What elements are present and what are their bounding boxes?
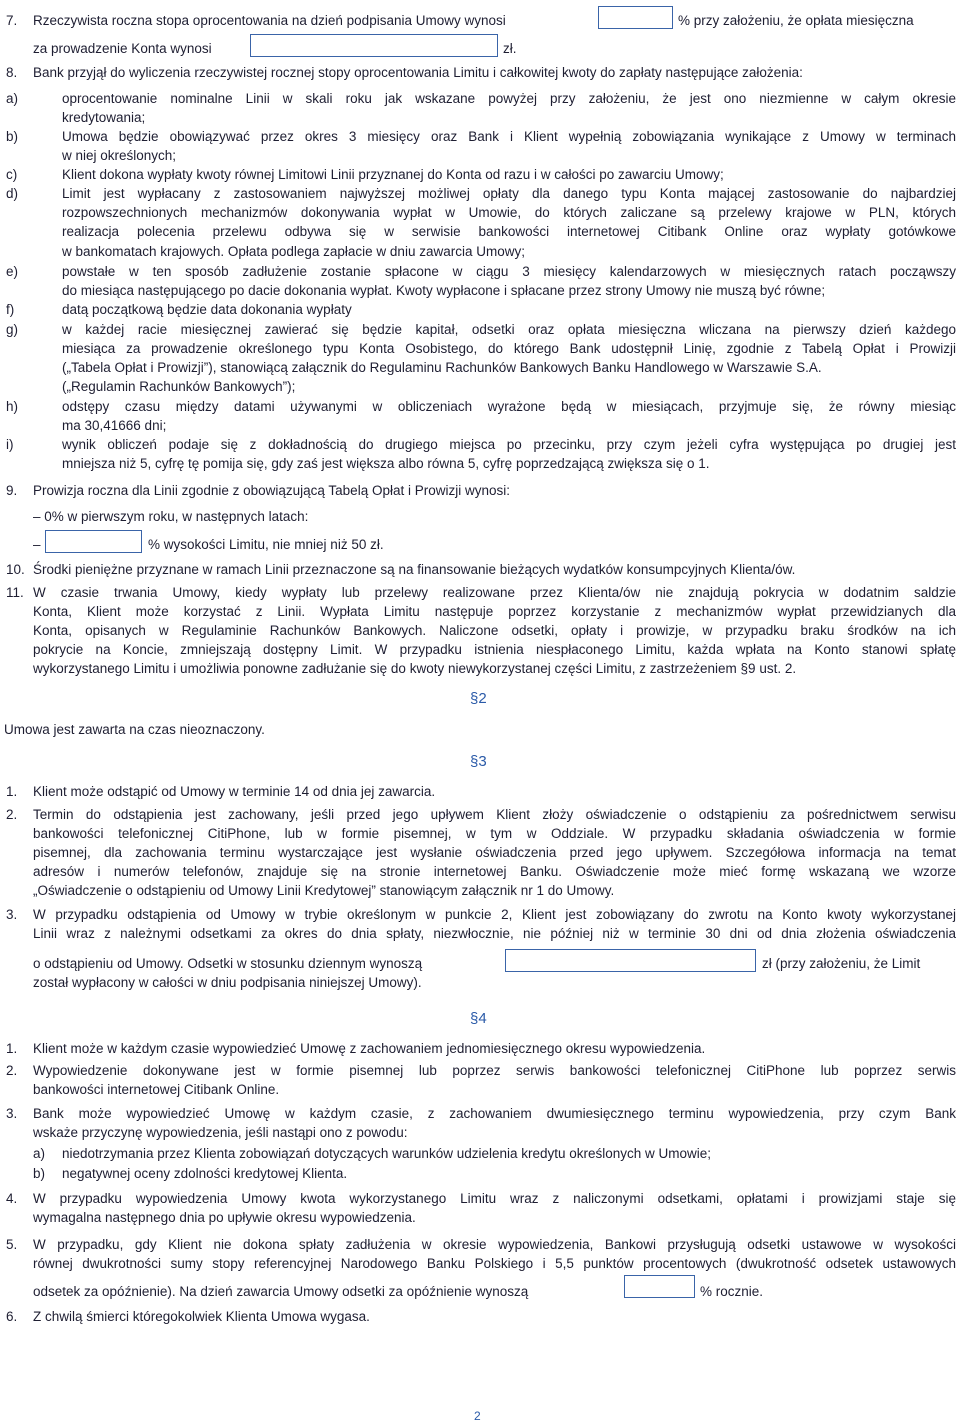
list-item-text: mniejsza niż 5, cyfrę tę pomija się, gdy zaś jest większa albo równa 5, cyfrę poprzedzającą zwiększa się o 1. (62, 456, 710, 471)
paragraph-text: o odstąpieniu od Umowy. Odsetki w stosunku dziennym wynoszą (33, 956, 423, 971)
list-item-text: wynik obliczeń podaje się z dokładnością do drugiego miejsca po przecinku, przy czym jeżeli cyfra występująca po drugiej jest (62, 437, 956, 452)
paragraph-text: pisemnej, dla zachowania terminu wystarczające jest wysłanie oświadczenia przed jego upływem. Szczegółowa informacja na temat (33, 845, 956, 860)
list-item-text: ma 30,41666 dni; (62, 418, 167, 433)
paragraph-text: Konta, Klient może korzystać z Linii. Wypłata Limitu następuje poprzez korzystanie z mechanizmów wypłat przewidzianych dla (33, 604, 956, 619)
list-label: b) (6, 129, 19, 144)
paragraph-text: wykorzystanego Limitu i umożliwia ponowne zadłużanie się do kwoty niewykorzystanej części Limitu, z zastrzeżeniem §9 ust. 2. (33, 661, 797, 676)
paragraph-text: Wypowiedzenie dokonywane jest w formie pisemnej lub poprzez serwis bankowości telefonicznej CitiPhone lub poprzez serwis (33, 1063, 956, 1078)
paragraph-text: W przypadku, gdy Klient nie dokona spłaty zadłużenia w okresie wypowiedzenia, Bankowi przysługują odsetki ustawowe w wysokości (33, 1237, 956, 1252)
paragraph-text: za prowadzenie Konta wynosi (33, 41, 212, 56)
paragraph-text: Bank przyjął do wyliczenia rzeczywistej rocznej stopy oprocentowania Limitu i całkowitej kwoty do zapłaty następujące założenia: (33, 65, 803, 80)
list-label: b) (33, 1166, 46, 1181)
list-item-text: odstępy czasu między datami używanymi w obliczeniach wyrażone będą w miesiącach, przyjmuje się, że równy miesiąc (62, 399, 956, 414)
list-item-text: („Regulamin Rachunków Bankowych”); (62, 379, 296, 394)
paragraph-text: Konta, opisanych w Regulaminie Rachunków Bankowych. Naliczone odsetki, opłaty i prowizje, w przypadku braku środków na ich (33, 623, 956, 638)
point-number: 9. (6, 483, 18, 498)
list-item-text: w niej określonych; (62, 148, 177, 163)
point-number: 4. (6, 1191, 18, 1206)
paragraph-text: pokrycie na Koncie, zmniejszają dostępny Limit. W przypadku istnienia niespłaconego Limitu, każda wpłata na Konto stanowi spłatę (33, 642, 956, 657)
daily-interest-field[interactable] (505, 949, 756, 972)
paragraph-text: „Oświadczenie o odstąpieniu od Umowy Linii Kredytowej” stanowiącym załącznik nr 1 do Umowy. (33, 883, 615, 898)
paragraph-text: W przypadku odstąpienia od Umowy w trybie określonym w punkcie 2, Klient jest zobowiązany do zwrotu na Konto kwoty wykorzystanej (33, 907, 956, 922)
point-number: 2. (6, 807, 18, 822)
list-label: g) (6, 322, 19, 337)
section-heading: §4 (470, 1010, 487, 1027)
point-number: 1. (6, 1041, 18, 1056)
list-item-text: Klient dokona wypłaty kwoty równej Limitowi Linii przyznanej do Konta od razu i w całości po zawarciu Umowy; (62, 167, 724, 182)
point-number: 1. (6, 784, 18, 799)
point-number: 11. (6, 585, 24, 600)
point-number: 2. (6, 1063, 18, 1078)
list-item-text: negatywnej oceny zdolności kredytowej Klienta. (62, 1166, 348, 1181)
apr-field[interactable] (598, 6, 673, 29)
list-item-text: datą początkową będzie data dokonania wypłaty (62, 302, 352, 317)
list-label: f) (6, 302, 15, 317)
list-label: e) (6, 264, 19, 279)
section-heading: §3 (470, 753, 487, 770)
late-interest-field[interactable] (624, 1275, 695, 1298)
list-item-text: kredytowania; (62, 110, 146, 125)
point-number: 6. (6, 1309, 18, 1324)
paragraph-text: Rzeczywista roczna stopa oprocentowania na dzień podpisania Umowy wynosi (33, 13, 506, 28)
paragraph-text: odsetek za opóźnienie). Na dzień zawarcia Umowy odsetki za opóźnienie wynoszą (33, 1284, 529, 1299)
paragraph-text: – (33, 537, 41, 552)
paragraph-text: % wysokości Limitu, nie mniej niż 50 zł. (148, 537, 384, 552)
list-label: c) (6, 167, 18, 182)
paragraph-text: W czasie trwania Umowy, kiedy wypłaty lub przelewy realizowane przez Klienta/ów nie znajdują pokrycia w dodatnim saldzie (33, 585, 956, 600)
paragraph-text: wskaże przyczynę wypowiedzenia, jeśli nastąpi ono z powodu: (33, 1125, 408, 1140)
paragraph-text: % rocznie. (700, 1284, 764, 1299)
section-heading: §2 (470, 690, 487, 707)
paragraph-text: Z chwilą śmierci któregokolwiek Klienta Umowa wygasa. (33, 1309, 370, 1324)
list-item-text: rozpowszechnionych mechanizmów dokonywania wypłat w Umowie, do których zaliczane są przelewy krajowe w PLN, których (62, 205, 956, 220)
paragraph-text: zł. (503, 41, 517, 56)
paragraph-text: zł (przy założeniu, że Limit (762, 956, 921, 971)
paragraph-text: Linii wraz z należnymi odsetkami za okres do dnia spłaty, niezwłocznie, nie później niż w terminie 30 dni od dnia złożenia oświadczenia (33, 926, 956, 941)
paragraph-text: został wypłacony w całości w dniu podpisania niniejszej Umowy). (33, 975, 422, 990)
paragraph-text: Klient może odstąpić od Umowy w terminie 14 od dnia jej zawarcia. (33, 784, 436, 799)
point-number: 5. (6, 1237, 18, 1252)
list-item-text: w każdej racie miesięcznej zawierać się będzie kapitał, odsetki oraz opłata miesięczna wliczana na pierwszy dzień każdego (62, 322, 956, 337)
list-label: h) (6, 399, 19, 414)
paragraph-text: wymagalna następnego dnia po upływie okresu wypowiedzenia. (33, 1210, 416, 1225)
list-item-text: oprocentowanie nominalne Linii w skali roku jak wskazane powyżej przy założeniu, że jest ono niezmienne w całym okresie (62, 91, 956, 106)
paragraph-text: – 0% w pierwszym roku, w następnych latach: (33, 509, 309, 524)
point-number: 7. (6, 13, 18, 28)
paragraph-text: W przypadku wypowiedzenia Umowy kwota wykorzystanego Limitu wraz z naliczonymi odsetkami, opłatami i prowizjami staje się (33, 1191, 956, 1206)
list-item-text: do miesiąca następującego po dacie dokonania wypłat. Kwoty wypłacone i spłacane przez strony Umowy nie muszą być równe; (62, 283, 826, 298)
paragraph-text: Prowizja roczna dla Linii zgodnie z obowiązującą Tabelą Opłat i Prowizji wynosi: (33, 483, 510, 498)
paragraph-text: Środki pieniężne przyznane w ramach Linii przeznaczone są na finansowanie bieżących wydatków konsumpcyjnych Klienta/ów. (33, 562, 796, 577)
list-item-text: („Tabela Opłat i Prowizji”), stanowiącą załącznik do Regulaminu Rachunków Bankowych Banku Handlowego w Warszawie S.A. (62, 360, 822, 375)
commission-rate-field[interactable] (45, 530, 142, 553)
list-item-text: Umowa będzie obowiązywać przez okres 3 miesięcy oraz Bank i Klient wypełnią zobowiązania wynikające z Umowy w terminach (62, 129, 956, 144)
paragraph-text: Termin do odstąpienia jest zachowany, jeśli przed jego upływem Klient złoży oświadczenie o odstąpieniu za pośrednictwem serwisu (33, 807, 956, 822)
list-item-text: w bankomatach krajowych. Opłata podlega zapłacie w dniu zawarcia Umowy; (62, 244, 525, 259)
point-number: 10. (6, 562, 25, 577)
list-item-text: niedotrzymania przez Klienta zobowiązań dotyczących warunków udzielenia kredytu określonych w Umowie; (62, 1146, 712, 1161)
list-item-text: miesiąca za prowadzenie określonego typu Konta Osobistego, do którego Bank udostępnił Linię, zgodnie z Tabelą Opłat i Prowizji (62, 341, 956, 356)
list-item-text: Limit jest wypłacany z zastosowaniem najwyższej możliwej opłaty dla danego typu Konta mającej zastosowanie do najbardziej (62, 186, 956, 201)
paragraph-text: równej dwukrotności sumy stopy referencyjnej Narodowego Banku Polskiego i 5,5 punktów procentowych (dwukrotność odsetek ustawowych (33, 1256, 956, 1271)
list-item-text: powstałe w ten sposób zadłużenie zostanie spłacone w ciągu 3 miesięcy kalendarzowych w miesięcznych ratach począwszy (62, 264, 956, 279)
point-number: 3. (6, 1106, 18, 1121)
monthly-fee-field[interactable] (250, 34, 498, 57)
point-number: 8. (6, 65, 18, 80)
list-label: a) (6, 91, 19, 106)
paragraph-text: Umowa jest zawarta na czas nieoznaczony. (4, 722, 265, 737)
point-number: 3. (6, 907, 18, 922)
list-item-text: realizacja polecenia przelewu odbywa się w serwisie bankowości internetowej Citibank Online oraz wypłaty gotówkowe (62, 224, 956, 239)
paragraph-text: % przy założeniu, że opłata miesięczna (678, 13, 914, 28)
list-label: d) (6, 186, 19, 201)
list-label: i) (6, 437, 14, 452)
paragraph-text: Klient może w każdym czasie wypowiedzieć Umowę z zachowaniem jednomiesięcznego okresu wypowiedzenia. (33, 1041, 706, 1056)
paragraph-text: Bank może wypowiedzieć Umowę w każdym czasie, z zachowaniem dwumiesięcznego terminu wypowiedzenia, przy czym Bank (33, 1106, 956, 1121)
page-number: 2 (474, 1409, 481, 1423)
list-label: a) (33, 1146, 46, 1161)
paragraph-text: bankowości telefonicznej CitiPhone, lub w formie pisemnej, w tym w Oddziale. W przypadku składania oświadczenia w formie (33, 826, 956, 841)
paragraph-text: adresów i numerów telefonów, znajduje się na stronie internetowej Banku. Oświadczenie może mieć formę wskazaną we wzorze (33, 864, 956, 879)
paragraph-text: bankowości internetowej Citibank Online. (33, 1082, 280, 1097)
